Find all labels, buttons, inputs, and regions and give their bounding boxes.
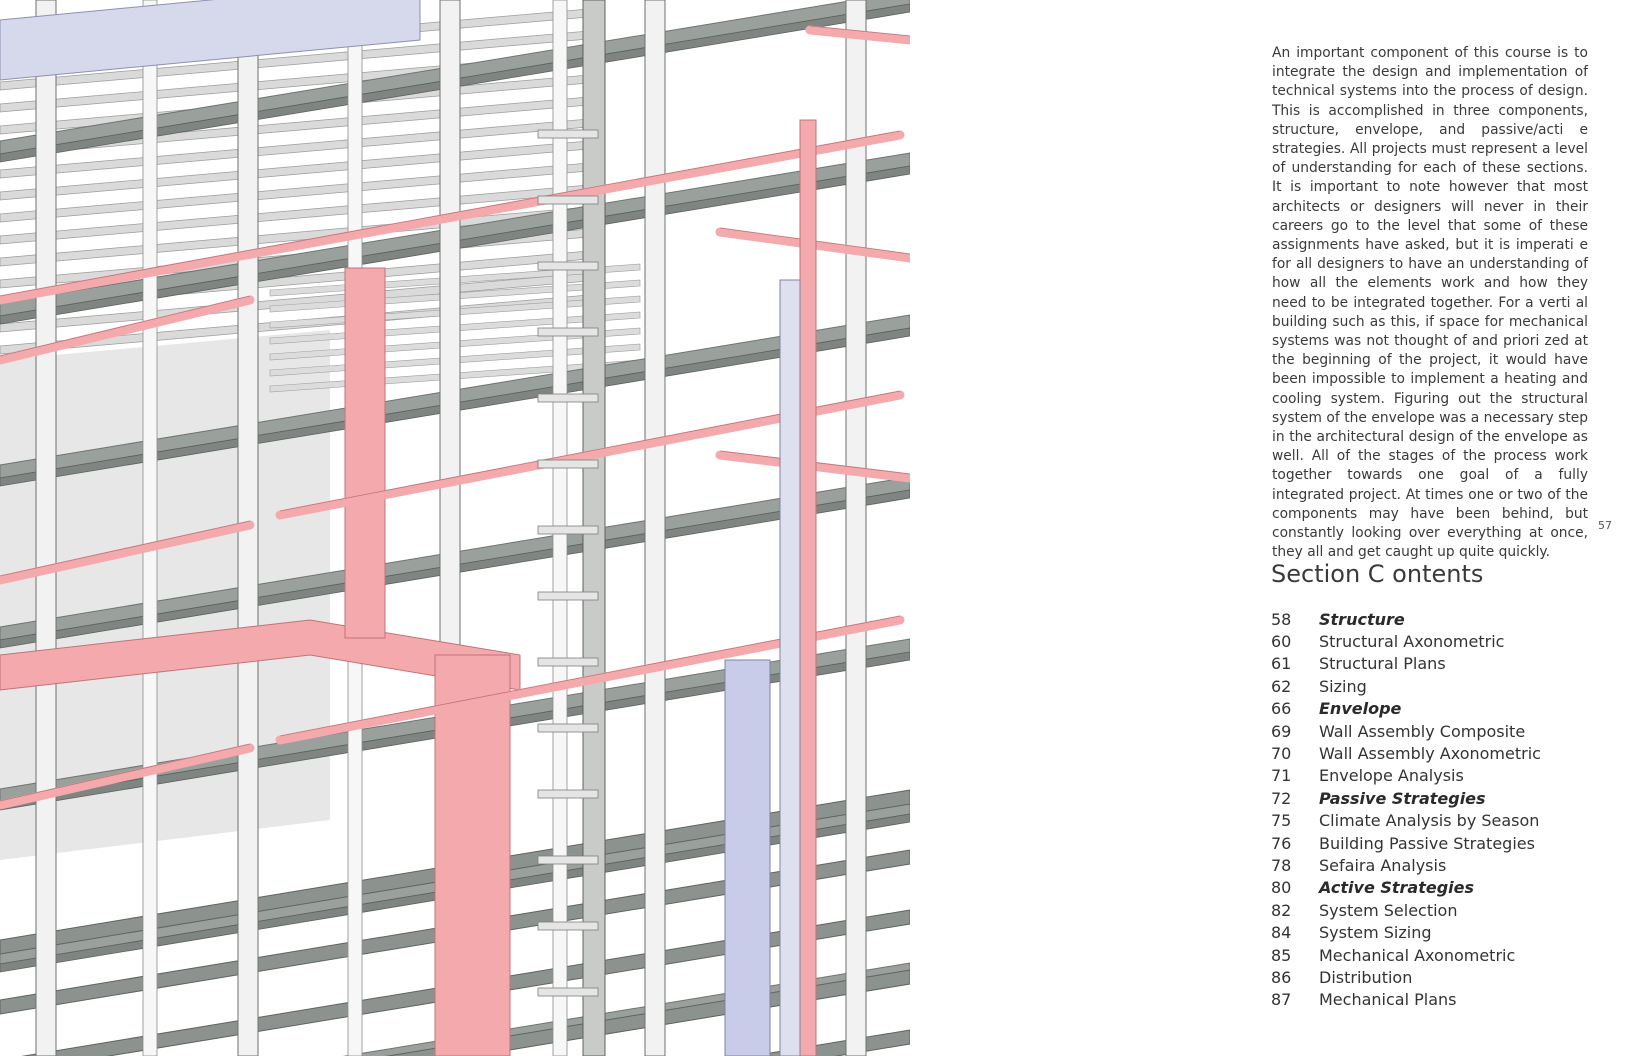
toc-page-number: 70	[1271, 744, 1292, 764]
toc-page-number: 58	[1271, 609, 1292, 629]
toc-entry-label: Building Passive Strategies	[1319, 833, 1535, 853]
section-contents-title: Section C ontents	[1271, 560, 1484, 588]
toc-entry-label: Sefaira Analysis	[1319, 855, 1447, 875]
beam-connection	[538, 526, 598, 534]
toc-page-number: 66	[1271, 699, 1292, 719]
toc-entry	[1271, 787, 1601, 809]
toc-section-heading: Structure	[1319, 609, 1405, 629]
toc-entry	[1271, 966, 1601, 988]
structural-column	[846, 0, 866, 1056]
toc-entry	[1271, 989, 1601, 1011]
beam-connection	[538, 328, 598, 336]
beam-connection	[538, 460, 598, 468]
toc-entry-label: Structural Axonometric	[1319, 632, 1505, 652]
toc-page-number: 71	[1271, 766, 1292, 786]
toc-entry-label: System Sizing	[1319, 923, 1432, 943]
beam-connection	[538, 196, 598, 204]
duct-riser	[435, 655, 510, 1056]
toc-entry	[1271, 832, 1601, 854]
beam-connection	[538, 922, 598, 930]
toc-page-number: 72	[1271, 788, 1292, 808]
toc-entry	[1271, 877, 1601, 899]
intro-paragraph: An important component of this course is to integrate the design and implementation of technical systems into the process of design. This is accomplished in three components, structure, envelope, and passive/acti e strategies. All projects must represent a level of understanding for each of these sections. It is important to note however that most architects or designers will never in their careers go to the level that some of these assignments have asked, but it is imperati e for all designers to have an understanding of how all the elements work and how they need to be integrated together. For a verti al building such as this, if space for mechanical systems was not thought of and priori zed at the beginning of the project, it would have been impossible to implement a heating and cooling system. Figuring out the structural system of the envelope was a necessary step in the architectural design of the envelope as well. All of the stages of the process work together towards one goal of a fully integrated project. At times one or two of the components may have been behind, but constantly looking over everything at once, they all and get caught up quite quickly.	[1272, 45, 1588, 561]
toc-entry-label: System Selection	[1319, 900, 1458, 920]
toc-page-number: 60	[1271, 632, 1292, 652]
toc-entry-label: Wall Assembly Composite	[1319, 721, 1526, 741]
toc-page-number: 82	[1271, 900, 1292, 920]
beam-connection	[538, 988, 598, 996]
shaft-enclosure	[725, 660, 770, 1056]
toc-page-number: 86	[1271, 967, 1292, 987]
toc-entry	[1271, 608, 1601, 630]
toc-page-number: 75	[1271, 811, 1292, 831]
beam-connection	[538, 592, 598, 600]
toc-section-heading: Envelope	[1319, 699, 1402, 719]
toc-page-number: 80	[1271, 878, 1292, 898]
toc-entry	[1271, 742, 1601, 764]
structural-column	[143, 0, 157, 1056]
toc-entry	[1271, 854, 1601, 876]
toc-section-heading: Active Strategies	[1319, 878, 1475, 898]
toc-entry	[1271, 675, 1601, 697]
toc-page-number: 84	[1271, 923, 1292, 943]
beam-connection	[538, 790, 598, 798]
toc-entry	[1271, 630, 1601, 652]
toc-entry	[1271, 720, 1601, 742]
toc-entry-label: Climate Analysis by Season	[1319, 811, 1540, 831]
page-number: 57	[1598, 519, 1612, 532]
beam-connection	[538, 262, 598, 270]
toc-page-number: 87	[1271, 990, 1292, 1010]
toc-page-number: 78	[1271, 855, 1292, 875]
toc-entry-label: Mechanical Axonometric	[1319, 945, 1516, 965]
toc-page-number: 62	[1271, 676, 1292, 696]
toc-page-number: 85	[1271, 945, 1292, 965]
toc-entry	[1271, 921, 1601, 943]
beam-connection	[538, 394, 598, 402]
vertical-duct	[800, 120, 816, 1056]
beam-connection	[538, 658, 598, 666]
structural-column	[36, 0, 56, 1056]
toc-entry	[1271, 899, 1601, 921]
toc-entry-label: Envelope Analysis	[1319, 766, 1464, 786]
structural-column	[645, 0, 665, 1056]
duct-riser	[345, 268, 385, 638]
toc-entry-label: Distribution	[1319, 967, 1413, 987]
toc-page-number: 61	[1271, 654, 1292, 674]
toc-entry	[1271, 810, 1601, 832]
section-contents-list	[1271, 608, 1601, 1011]
toc-entry	[1271, 653, 1601, 675]
toc-entry-label: Wall Assembly Axonometric	[1319, 744, 1541, 764]
toc-page-number: 76	[1271, 833, 1292, 853]
beam-connection	[538, 130, 598, 138]
plumbing-riser	[780, 280, 800, 1056]
toc-entry-label: Structural Plans	[1319, 654, 1446, 674]
toc-entry	[1271, 698, 1601, 720]
toc-section-heading: Passive Strategies	[1319, 788, 1486, 808]
toc-entry	[1271, 765, 1601, 787]
beam-connection	[538, 856, 598, 864]
toc-entry-label: Sizing	[1319, 676, 1367, 696]
beam-connection	[538, 724, 598, 732]
toc-entry-label: Mechanical Plans	[1319, 990, 1457, 1010]
toc-entry	[1271, 944, 1601, 966]
toc-page-number: 69	[1271, 721, 1292, 741]
